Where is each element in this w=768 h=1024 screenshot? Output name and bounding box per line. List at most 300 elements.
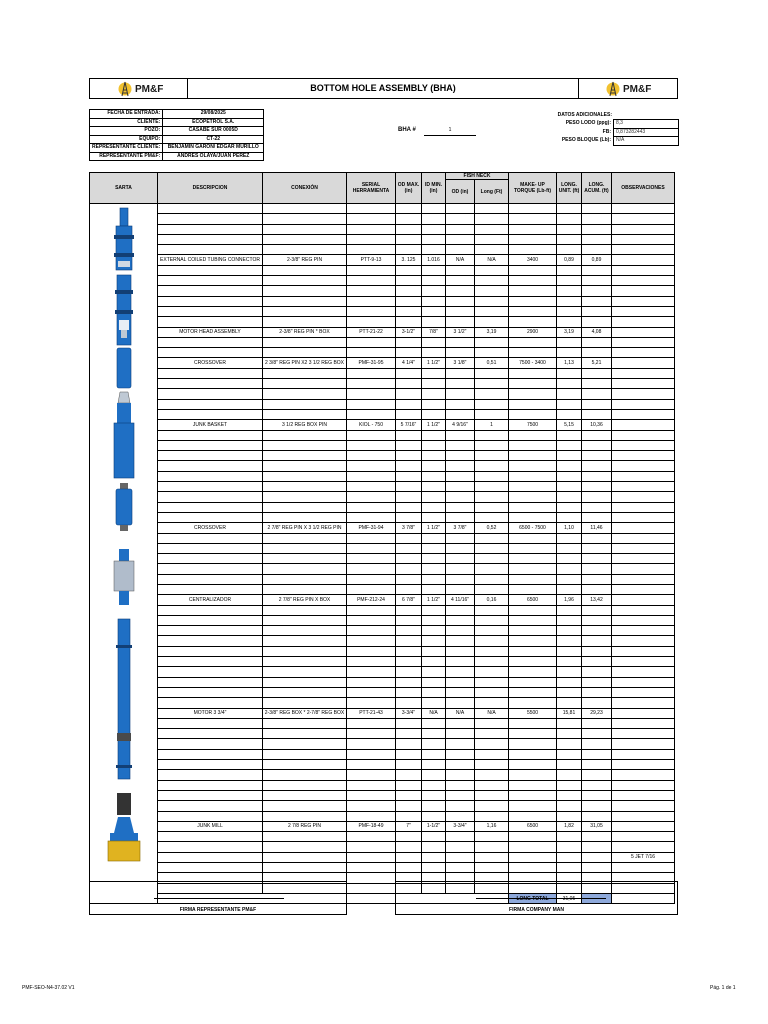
cell-id xyxy=(422,502,446,512)
cell-id xyxy=(422,718,446,728)
cell-fnod xyxy=(446,636,475,646)
cell-fnod xyxy=(446,863,475,873)
cell-desc xyxy=(158,739,263,749)
cell-serial xyxy=(347,306,396,316)
cell-od xyxy=(396,533,422,543)
cell-torque xyxy=(509,348,557,358)
cell-con xyxy=(263,224,347,234)
cell-torque xyxy=(509,317,557,327)
cell-id xyxy=(422,636,446,646)
cell-obs xyxy=(612,306,675,316)
cell-la xyxy=(582,440,612,450)
cell-lu xyxy=(557,801,582,811)
cell-desc: CROSSOVER xyxy=(158,523,263,533)
cell-fnl xyxy=(475,677,509,687)
cell-serial xyxy=(347,440,396,450)
cell-desc xyxy=(158,554,263,564)
cell-desc: JUNK MILL xyxy=(158,821,263,831)
cell-od xyxy=(396,646,422,656)
cell-id xyxy=(422,749,446,759)
cell-lu xyxy=(557,718,582,728)
cell-torque: 6500 xyxy=(509,595,557,605)
cell-torque xyxy=(509,379,557,389)
cell-desc: JUNK BASKET xyxy=(158,420,263,430)
cell-serial xyxy=(347,760,396,770)
cell-lu xyxy=(557,337,582,347)
cell-lu xyxy=(557,276,582,286)
cell-fnod xyxy=(446,564,475,574)
cell-lu xyxy=(557,245,582,255)
cell-id xyxy=(422,224,446,234)
cell-id xyxy=(422,863,446,873)
cell-id xyxy=(422,440,446,450)
cell-desc xyxy=(158,482,263,492)
table-row xyxy=(90,615,675,625)
cell-lu xyxy=(557,677,582,687)
cell-id xyxy=(422,574,446,584)
cell-serial xyxy=(347,214,396,224)
cell-fnod: 3 7/8" xyxy=(446,523,475,533)
cell-fnod xyxy=(446,729,475,739)
cell-la xyxy=(582,605,612,615)
cell-con xyxy=(263,790,347,800)
cell-desc xyxy=(158,440,263,450)
document-code: PMF-SEO-N4-37.02 V1 xyxy=(22,985,75,991)
cell-obs xyxy=(612,543,675,553)
table-row xyxy=(90,461,675,471)
cell-fnl xyxy=(475,451,509,461)
cell-la xyxy=(582,626,612,636)
cell-la xyxy=(582,698,612,708)
cell-serial xyxy=(347,265,396,275)
cell-serial xyxy=(347,636,396,646)
cell-torque xyxy=(509,368,557,378)
cell-desc xyxy=(158,368,263,378)
cell-obs xyxy=(612,832,675,842)
cell-serial xyxy=(347,698,396,708)
cell-lu: 1,82 xyxy=(557,821,582,831)
cell-con: 2-3/8" REG BOX * 2-7/8" REG BOX xyxy=(263,708,347,718)
cell-fnod xyxy=(446,760,475,770)
cell-od xyxy=(396,811,422,821)
info-row xyxy=(90,127,264,136)
cell-obs xyxy=(612,337,675,347)
signature-label-pmf: FIRMA REPRESENTANTE PM&F xyxy=(179,907,257,913)
cell-torque xyxy=(509,440,557,450)
table-row xyxy=(90,863,675,873)
cell-fnod xyxy=(446,265,475,275)
cell-fnod: 3 1/8" xyxy=(446,358,475,368)
cell-fnod xyxy=(446,626,475,636)
cell-la xyxy=(582,554,612,564)
cell-con xyxy=(263,832,347,842)
cell-la xyxy=(582,286,612,296)
cell-od xyxy=(396,677,422,687)
cell-la xyxy=(582,224,612,234)
cell-od xyxy=(396,584,422,594)
cell-obs xyxy=(612,842,675,852)
cell-od xyxy=(396,204,422,214)
cell-od xyxy=(396,276,422,286)
cell-desc xyxy=(158,729,263,739)
cell-fnl xyxy=(475,770,509,780)
total-label: LONG TOTAL xyxy=(509,893,557,903)
motor-head-drawing xyxy=(115,275,133,345)
page-title: BOTTOM HOLE ASSEMBLY (BHA) xyxy=(310,83,456,93)
cell-fnl xyxy=(475,646,509,656)
col-descripcion: DESCRIPCION xyxy=(158,173,263,204)
cell-la xyxy=(582,646,612,656)
cell-fnod xyxy=(446,543,475,553)
cell-id xyxy=(422,265,446,275)
cell-od xyxy=(396,389,422,399)
cell-od xyxy=(396,729,422,739)
cell-lu xyxy=(557,296,582,306)
table-row xyxy=(90,389,675,399)
cell-id xyxy=(422,760,446,770)
cell-fnod xyxy=(446,615,475,625)
table-row xyxy=(90,677,675,687)
cell-fnl xyxy=(475,306,509,316)
cell-obs xyxy=(612,708,675,718)
cell-la xyxy=(582,811,612,821)
cell-lu xyxy=(557,451,582,461)
cell-torque xyxy=(509,399,557,409)
cell-od xyxy=(396,842,422,852)
cell-lu xyxy=(557,584,582,594)
cell-torque xyxy=(509,790,557,800)
col-observaciones: OBSERVACIONES xyxy=(612,173,675,204)
cell-torque xyxy=(509,584,557,594)
page-number: Pág. 1 de 1 xyxy=(710,985,736,991)
cell-fnod xyxy=(446,337,475,347)
cell-od xyxy=(396,564,422,574)
cell-serial xyxy=(347,296,396,306)
table-row xyxy=(90,554,675,564)
cell-con: 2-3/8" REG PIN * BOX xyxy=(263,327,347,337)
logo-text: PM&F xyxy=(135,83,164,95)
cell-lu: 3,19 xyxy=(557,327,582,337)
cell-id xyxy=(422,389,446,399)
cell-desc: MOTOR HEAD ASSEMBLY xyxy=(158,327,263,337)
cell-serial xyxy=(347,605,396,615)
cell-obs xyxy=(612,584,675,594)
cell-id xyxy=(422,399,446,409)
cell-od: 3 7/8" xyxy=(396,523,422,533)
cell-fnod xyxy=(446,605,475,615)
cell-serial xyxy=(347,667,396,677)
cell-fnl xyxy=(475,790,509,800)
cell-desc xyxy=(158,564,263,574)
extra-row xyxy=(519,137,679,146)
cell-serial xyxy=(347,399,396,409)
cell-la xyxy=(582,801,612,811)
cell-con xyxy=(263,533,347,543)
table-row xyxy=(90,276,675,286)
cell-la: 4,08 xyxy=(582,327,612,337)
cell-fnl xyxy=(475,337,509,347)
cell-torque xyxy=(509,482,557,492)
cell-lu xyxy=(557,780,582,790)
cell-fnod xyxy=(446,482,475,492)
table-row xyxy=(90,852,675,862)
table-row xyxy=(90,358,675,368)
cell-od xyxy=(396,286,422,296)
info-label: REPRESENTANTE CLIENTE: xyxy=(90,144,163,153)
cell-obs xyxy=(612,389,675,399)
cell-fnl xyxy=(475,852,509,862)
cell-fnl xyxy=(475,276,509,286)
cell-fnl: 0,16 xyxy=(475,595,509,605)
cell-id xyxy=(422,842,446,852)
cell-con xyxy=(263,729,347,739)
cell-serial xyxy=(347,276,396,286)
cell-lu xyxy=(557,317,582,327)
cell-serial: PMF-31-94 xyxy=(347,523,396,533)
cell-lu xyxy=(557,574,582,584)
cell-la xyxy=(582,739,612,749)
table-row xyxy=(90,832,675,842)
cell-fnod xyxy=(446,677,475,687)
cell-torque xyxy=(509,224,557,234)
cell-torque: 5500 xyxy=(509,708,557,718)
cell-id xyxy=(422,430,446,440)
cell-id xyxy=(422,626,446,636)
cell-serial xyxy=(347,554,396,564)
cell-desc xyxy=(158,533,263,543)
bha-value-field xyxy=(424,127,476,136)
cell-lu xyxy=(557,440,582,450)
cell-lu xyxy=(557,286,582,296)
cell-la xyxy=(582,492,612,502)
cell-la xyxy=(582,317,612,327)
cell-desc xyxy=(158,749,263,759)
cell-od xyxy=(396,337,422,347)
cell-fnl: 1,16 xyxy=(475,821,509,831)
cell-la xyxy=(582,389,612,399)
signature-box-company xyxy=(395,881,678,915)
cell-od xyxy=(396,471,422,481)
cell-od xyxy=(396,461,422,471)
junk-basket-drawing xyxy=(114,392,134,478)
cell-id xyxy=(422,214,446,224)
cell-torque xyxy=(509,605,557,615)
cell-serial xyxy=(347,430,396,440)
tool-string-diagram xyxy=(100,205,150,865)
cell-desc: EXTERNAL COILED TUBING CONNECTOR xyxy=(158,255,263,265)
cell-od xyxy=(396,636,422,646)
cell-la xyxy=(582,770,612,780)
oil-derrick-icon xyxy=(606,80,620,98)
cell-lu xyxy=(557,564,582,574)
cell-serial xyxy=(347,564,396,574)
cell-lu: 1,10 xyxy=(557,523,582,533)
cell-con xyxy=(263,646,347,656)
cell-lu xyxy=(557,770,582,780)
cell-fnl xyxy=(475,718,509,728)
cell-con xyxy=(263,286,347,296)
cell-lu: 1,96 xyxy=(557,595,582,605)
cell-serial xyxy=(347,615,396,625)
cell-serial xyxy=(347,533,396,543)
cell-desc xyxy=(158,492,263,502)
cell-od xyxy=(396,760,422,770)
cell-torque: 3400 xyxy=(509,255,557,265)
cell-con xyxy=(263,276,347,286)
cell-lu xyxy=(557,657,582,667)
cell-od xyxy=(396,482,422,492)
cell-od xyxy=(396,440,422,450)
cell-serial xyxy=(347,842,396,852)
cell-con xyxy=(263,626,347,636)
cell-fnl xyxy=(475,317,509,327)
cell-serial xyxy=(347,780,396,790)
cell-con xyxy=(263,471,347,481)
cell-fnod xyxy=(446,204,475,214)
cell-desc xyxy=(158,780,263,790)
cell-torque xyxy=(509,657,557,667)
cell-la xyxy=(582,379,612,389)
cell-obs xyxy=(612,657,675,667)
cell-serial xyxy=(347,584,396,594)
table-row xyxy=(90,204,675,214)
cell-torque xyxy=(509,543,557,553)
table-row xyxy=(90,636,675,646)
cell-fnod xyxy=(446,811,475,821)
cell-obs xyxy=(612,327,675,337)
cell-od xyxy=(396,492,422,502)
cell-lu: 1,13 xyxy=(557,358,582,368)
cell-id xyxy=(422,543,446,553)
table-row xyxy=(90,533,675,543)
cell-desc xyxy=(158,399,263,409)
cell-serial xyxy=(347,811,396,821)
extra-row xyxy=(519,120,679,129)
cell-obs xyxy=(612,224,675,234)
cell-torque xyxy=(509,687,557,697)
table-row xyxy=(90,698,675,708)
cell-od: 3. 125 xyxy=(396,255,422,265)
cell-fnod xyxy=(446,214,475,224)
cell-serial xyxy=(347,337,396,347)
cell-con xyxy=(263,368,347,378)
cell-fnl xyxy=(475,626,509,636)
cell-con xyxy=(263,780,347,790)
cell-id xyxy=(422,533,446,543)
extra-label: FB: xyxy=(602,128,611,135)
cell-la xyxy=(582,306,612,316)
cell-torque xyxy=(509,739,557,749)
cell-torque xyxy=(509,204,557,214)
cell-od xyxy=(396,234,422,244)
cell-fnl xyxy=(475,832,509,842)
cell-od xyxy=(396,863,422,873)
cell-torque xyxy=(509,430,557,440)
cell-lu xyxy=(557,615,582,625)
cell-fnl xyxy=(475,739,509,749)
cell-obs xyxy=(612,430,675,440)
cell-obs xyxy=(612,801,675,811)
cell-torque xyxy=(509,451,557,461)
cell-fnod xyxy=(446,306,475,316)
cell-la xyxy=(582,863,612,873)
cell-torque xyxy=(509,615,557,625)
col-torque: MAKE- UP TORQUE (Lb-ft) xyxy=(509,173,557,204)
cell-desc xyxy=(158,348,263,358)
cell-fnl: 0,52 xyxy=(475,523,509,533)
cell-od xyxy=(396,399,422,409)
cell-con xyxy=(263,502,347,512)
cell-obs xyxy=(612,615,675,625)
cell-la xyxy=(582,234,612,244)
cell-obs xyxy=(612,255,675,265)
cell-desc xyxy=(158,214,263,224)
cell-id xyxy=(422,584,446,594)
cell-con xyxy=(263,317,347,327)
cell-id xyxy=(422,512,446,522)
cell-id xyxy=(422,379,446,389)
table-row xyxy=(90,770,675,780)
table-row xyxy=(90,409,675,419)
info-value: BENJAMIN GARON/ EDGAR MURILLO xyxy=(163,144,264,153)
col-sarta: SARTA xyxy=(90,173,158,204)
cell-fnod xyxy=(446,667,475,677)
cell-fnl xyxy=(475,842,509,852)
cell-fnod xyxy=(446,646,475,656)
cell-la xyxy=(582,451,612,461)
cell-obs xyxy=(612,554,675,564)
cell-torque xyxy=(509,389,557,399)
cell-id xyxy=(422,770,446,780)
extra-value: N/A xyxy=(614,137,679,146)
col-long-acum: LONG. ACUM. (ft) xyxy=(582,173,612,204)
cell-fnod xyxy=(446,852,475,862)
cell-con xyxy=(263,564,347,574)
cell-fnl xyxy=(475,368,509,378)
cell-lu xyxy=(557,461,582,471)
cell-torque xyxy=(509,749,557,759)
cell-obs xyxy=(612,698,675,708)
cell-id xyxy=(422,471,446,481)
cell-serial xyxy=(347,626,396,636)
cell-fnl xyxy=(475,482,509,492)
cell-la xyxy=(582,337,612,347)
cell-la xyxy=(582,296,612,306)
cell-torque xyxy=(509,471,557,481)
table-row xyxy=(90,214,675,224)
cell-fnl xyxy=(475,605,509,615)
cell-desc xyxy=(158,543,263,553)
cell-od xyxy=(396,801,422,811)
cell-id xyxy=(422,657,446,667)
cell-id: 1.016 xyxy=(422,255,446,265)
cell-obs xyxy=(612,595,675,605)
cell-serial xyxy=(347,770,396,780)
cell-fnl xyxy=(475,657,509,667)
cell-od: 5 7/16" xyxy=(396,420,422,430)
cell-con xyxy=(263,440,347,450)
cell-fnl xyxy=(475,234,509,244)
cell-con xyxy=(263,636,347,646)
table-row xyxy=(90,471,675,481)
cell-serial xyxy=(347,739,396,749)
cell-od xyxy=(396,698,422,708)
cell-fnl xyxy=(475,811,509,821)
extra-value: 8,3 xyxy=(614,120,679,129)
cell-fnl xyxy=(475,245,509,255)
cell-la xyxy=(582,409,612,419)
cell-serial xyxy=(347,224,396,234)
